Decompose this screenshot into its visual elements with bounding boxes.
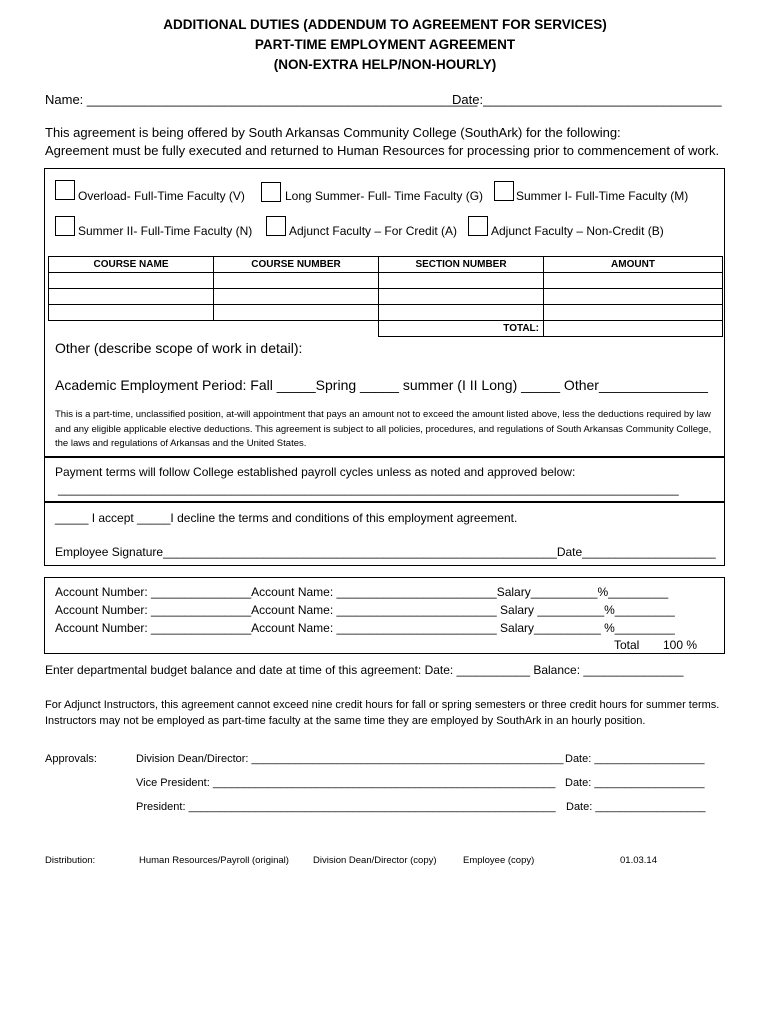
column-header-course-number: COURSE NUMBER [214,257,379,273]
form-title-line1: ADDITIONAL DUTIES (ADDENDUM TO AGREEMENT FOR SERVICES) [163,17,607,32]
table-row [49,305,723,321]
table-cell[interactable] [49,289,214,305]
budget-balance-field[interactable]: Enter departmental budget balance and date at time of this agreement: Date: ___________ Balance: _______________ [45,663,684,677]
table-cell[interactable] [214,305,379,321]
account-row-2[interactable]: Account Number: _______________Account Name: ________________________ Salary __________%_________ [55,603,675,617]
course-table [48,256,723,337]
form-title-line3: (NON-EXTRA HELP/NON-HOURLY) [273,57,497,72]
accounts-total-value: 100 % [663,638,698,652]
form-revision-code: 01.03.14 [620,855,657,866]
table-cell[interactable] [544,289,723,305]
adjunct-note: For Adjunct Instructors, this agreement cannot exceed nine credit hours for fall or spring semesters or three credit hours for summer terms. Instructors may not be employed as part-time faculty at the same time they are employed by SouthArk in an hourly position. [45,699,720,727]
accept-decline-field[interactable]: _____ I accept _____I decline the terms and conditions of this employment agreement. [55,511,518,525]
table-cell[interactable] [214,273,379,289]
overload-label: Overload- Full-Time Faculty (V) [78,189,245,203]
vp-date-field[interactable]: Date: __________________ [565,777,705,789]
column-header-section-number: SECTION NUMBER [379,257,544,273]
summer1-checkbox[interactable] [494,181,514,201]
intro-line2: Agreement must be fully executed and returned to Human Resources for processing prior to commencement of work. [45,143,720,158]
distribution-label: Distribution: [45,855,96,866]
adjunct-noncredit-label: Adjunct Faculty – Non-Credit (B) [491,224,664,238]
dean-signature-field[interactable]: Division Dean/Director: ___________________________________________________ [136,753,564,765]
summer1-label: Summer I- Full-Time Faculty (M) [516,189,689,203]
long-summer-label: Long Summer- Full- Time Faculty (G) [285,189,484,203]
distribution-employee: Employee (copy) [463,855,535,866]
date-field[interactable]: Date:_________________________________ [452,92,722,107]
table-cell[interactable] [49,273,214,289]
table-header-row [49,257,723,273]
account-row-3[interactable]: Account Number: _______________Account Name: ________________________ Salary__________ %_________ [55,621,675,635]
table-cell[interactable] [379,305,544,321]
summer2-label: Summer II- Full-Time Faculty (N) [78,224,253,238]
column-header-course-name: COURSE NAME [49,257,214,273]
payment-terms-line[interactable]: _____________________________________________________________________________________________ [58,482,679,496]
table-row [49,289,723,305]
account-row-1[interactable]: Account Number: _______________Account Name: ________________________Salary__________%_________ [55,585,669,599]
table-cell[interactable] [379,289,544,305]
president-date-field[interactable]: Date: __________________ [566,801,706,813]
vp-signature-field[interactable]: Vice President: ________________________________________________________ [136,777,556,789]
overload-checkbox[interactable] [55,180,75,200]
table-cell[interactable] [214,289,379,305]
dean-date-field[interactable]: Date: __________________ [565,753,705,765]
table-cell[interactable] [379,273,544,289]
table-cell[interactable] [544,305,723,321]
other-scope-label: Other (describe scope of work in detail): [55,340,303,356]
table-row [49,273,723,289]
approvals-label: Approvals: [45,753,97,765]
table-cell[interactable] [49,305,214,321]
table-cell[interactable] [544,273,723,289]
summer2-checkbox[interactable] [55,216,75,236]
adjunct-noncredit-checkbox[interactable] [468,216,488,236]
employee-signature-field[interactable]: Employee Signature___________________________________________________________Date____________________ [55,545,716,559]
form-title-line2: PART-TIME EMPLOYMENT AGREEMENT [254,37,516,52]
table-total-row [49,321,723,337]
disclaimer-text: This is a part-time, unclassified position, at-will appointment that pays an amount not to exceed the amount listed above, less the deductions required by law and any eligible applicable elective deductions. This agreement is subject to all policies, procedures, and regulations of South Arkansas Community College, the laws and regulations of Arkansas and the United States. [55,409,712,449]
total-label: TOTAL: [379,321,544,337]
employment-period-field[interactable]: Academic Employment Period: Fall _____Spring _____ summer (I II Long) _____ Other______________ [55,377,708,393]
long-summer-checkbox[interactable] [261,182,281,202]
intro-line1: This agreement is being offered by South Arkansas Community College (SouthArk) for the following: [45,125,621,140]
name-field[interactable]: Name: ______________________________________________________ [45,92,478,107]
total-amount-cell[interactable] [544,321,723,337]
adjunct-credit-label: Adjunct Faculty – For Credit (A) [289,224,458,238]
president-signature-field[interactable]: President: ____________________________________________________________ [136,801,556,813]
accounts-total-label: Total [614,638,640,652]
payment-terms-text: Payment terms will follow College established payroll cycles unless as noted and approved below: [55,465,576,479]
column-header-amount: AMOUNT [544,257,723,273]
distribution-hr: Human Resources/Payroll (original) [139,855,289,866]
adjunct-credit-checkbox[interactable] [266,216,286,236]
distribution-dean: Division Dean/Director (copy) [313,855,437,866]
